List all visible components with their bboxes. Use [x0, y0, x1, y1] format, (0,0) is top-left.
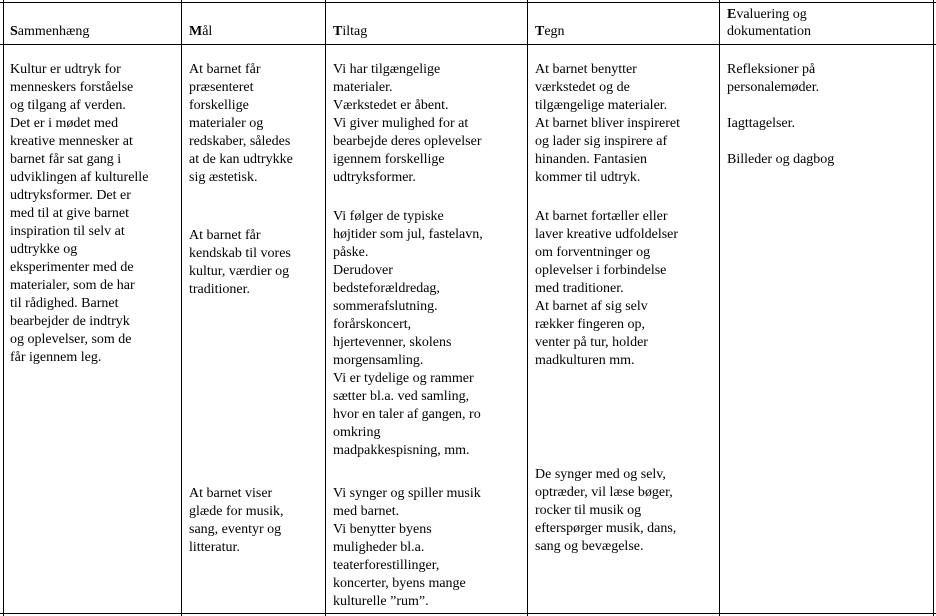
- cell-tiltag-3: Vi synger og spiller musik med barnet. Vi benytter byens muligheder bl.a. teaterforestillinger, koncerter, byens mange kulturelle ”rum”.: [333, 486, 481, 609]
- column-divider: [527, 0, 528, 616]
- column-divider: [181, 0, 182, 616]
- cell-tegn-3: De synger med og selv, optræder, vil læse bøger, rocker til musik og efterspørger musik, dans, sang og bevægelse.: [535, 467, 677, 554]
- cell-tiltag-2: Vi følger de typiske højtider som jul, fastelavn, påske. Derudover bedsteforældredag, sommerafslutning. forårskoncert, hjertevenner, skolens morgensamling. Vi er tydelige og rammer sætter bl.a. ved samling, hvor en taler af gangen, ro omkring madpakkespisning, mm.: [333, 209, 483, 458]
- table-border-bottom: [0, 613, 936, 614]
- column-divider: [719, 0, 720, 616]
- table-border-top: [0, 2, 936, 3]
- cell-evaluering: Refleksioner på personalemøder. Iagttagelser. Billeder og dagbog: [727, 62, 835, 167]
- cell-maal-1: At barnet får præsenteret forskellige materialer og redskaber, således at de kan udtrykke sig æstetisk.: [189, 62, 293, 185]
- table-border-left: [3, 0, 4, 616]
- cell-tegn-1: At barnet benytter værkstedet og de tilgængelige materialer. At barnet bliver inspireret og lader sig inspirere af hinanden. Fantasien kommer til udtryk.: [535, 62, 681, 185]
- cell-maal-2: At barnet får kendskab til vores kultur, værdier og traditioner.: [189, 228, 291, 297]
- header-sammenhaeng: Sammenhæng: [10, 24, 90, 39]
- cell-sammenhaeng: Kultur er udtryk for menneskers forståelse og tilgang af verden. Det er i mødet med kreative mennesker at barnet får sat gang i udviklingen af kulturelle udtryksformer. Det er med til at give barnet inspiration til selv at udtrykke og eksperimenter med de materialer, som de har til rådighed. Barnet bearbejder de indtryk og oplevelser, som de får igennem leg.: [10, 62, 149, 365]
- cell-maal-3: At barnet viser glæde for musik, sang, eventyr og litteratur.: [189, 486, 284, 555]
- header-tegn: Tegn: [535, 24, 565, 39]
- column-divider: [325, 0, 326, 616]
- header-row-divider: [0, 44, 936, 45]
- cell-tegn-2: At barnet fortæller eller laver kreative udfoldelser om forventninger og oplevelser i forbindelse med traditioner. At barnet af sig selv rækker fingeren op, venter på tur, holder madkulturen mm.: [535, 209, 679, 368]
- header-maal: Mål: [189, 24, 213, 39]
- header-evaluering: Evaluering og dokumentation: [727, 7, 811, 39]
- table-border-right: [933, 0, 934, 616]
- cell-tiltag-1: Vi har tilgængelige materialer. Værkstedet er åbent. Vi giver mulighed for at bearbejde deres oplevelser igennem forskellige udtryksformer.: [333, 62, 482, 185]
- header-tiltag: Tiltag: [333, 24, 368, 39]
